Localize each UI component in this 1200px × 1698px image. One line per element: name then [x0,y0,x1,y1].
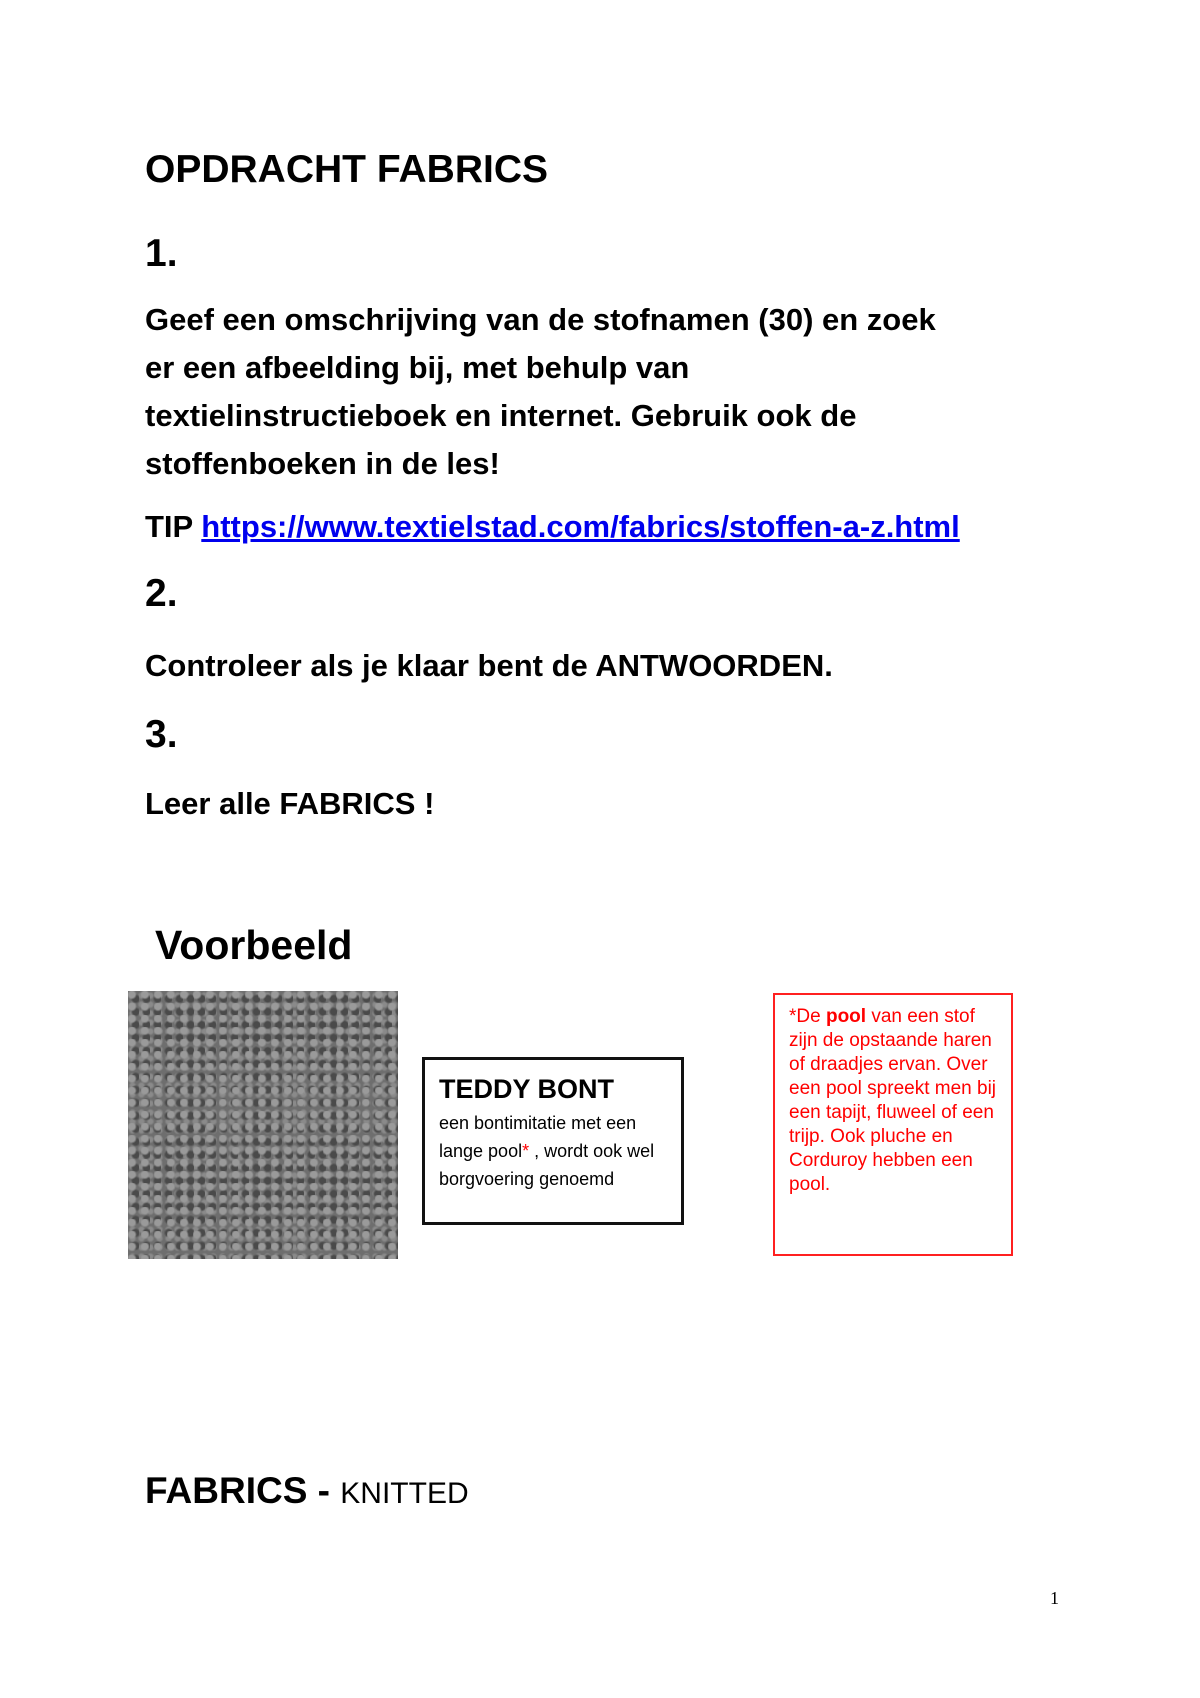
step-2-number: 2. [145,572,178,615]
step-1-number: 1. [145,232,178,275]
tip-line [145,503,960,551]
step-3-number: 3. [145,713,178,756]
section-heading-light: KNITTED [340,1477,469,1510]
note-text: van een stof zijn de opstaande haren of draadjes ervan. Over een pool spreekt men bij een tapijt, fluweel of een trijp. Ook pluche en Corduroy hebben een pool. [789,1006,997,1195]
section-heading [145,1470,469,1512]
teddy-fabric-image [128,991,398,1259]
description-part-1: een bontimitatie met een lange pool [439,1113,637,1161]
tip-label: TIP [145,509,193,544]
tip-link[interactable]: https://www.textielstad.com/fabrics/stoffen-a-z.html [201,509,960,544]
note-prefix: *De [789,1006,826,1027]
note-bold-word: pool [825,1006,867,1027]
fabric-name: TEDDY BONT [439,1074,615,1104]
step-3-text: Leer alle FABRICS ! [145,786,435,821]
section-heading-strong: FABRICS - [145,1470,341,1511]
pool-note-box [773,993,1013,1256]
example-heading: Voorbeeld [155,922,353,968]
description-part-2: , wordt ook wel borgvoering genoemd [439,1141,655,1189]
fabric-description [439,1109,667,1193]
asterisk-marker: * [522,1141,530,1161]
page-number: 1 [1050,1588,1059,1608]
step-2-text: Controleer als je klaar bent de ANTWOORDEN. [145,648,833,683]
page-title: OPDRACHT FABRICS [145,148,549,191]
teddy-bont-box [422,1057,684,1225]
step-1-instruction: Geef een omschrijving van de stofnamen (30) en zoek er een afbeelding bij, met behulp van textielinstructieboek en internet. Gebruik ook de stoffenboeken in de les! [145,302,936,481]
